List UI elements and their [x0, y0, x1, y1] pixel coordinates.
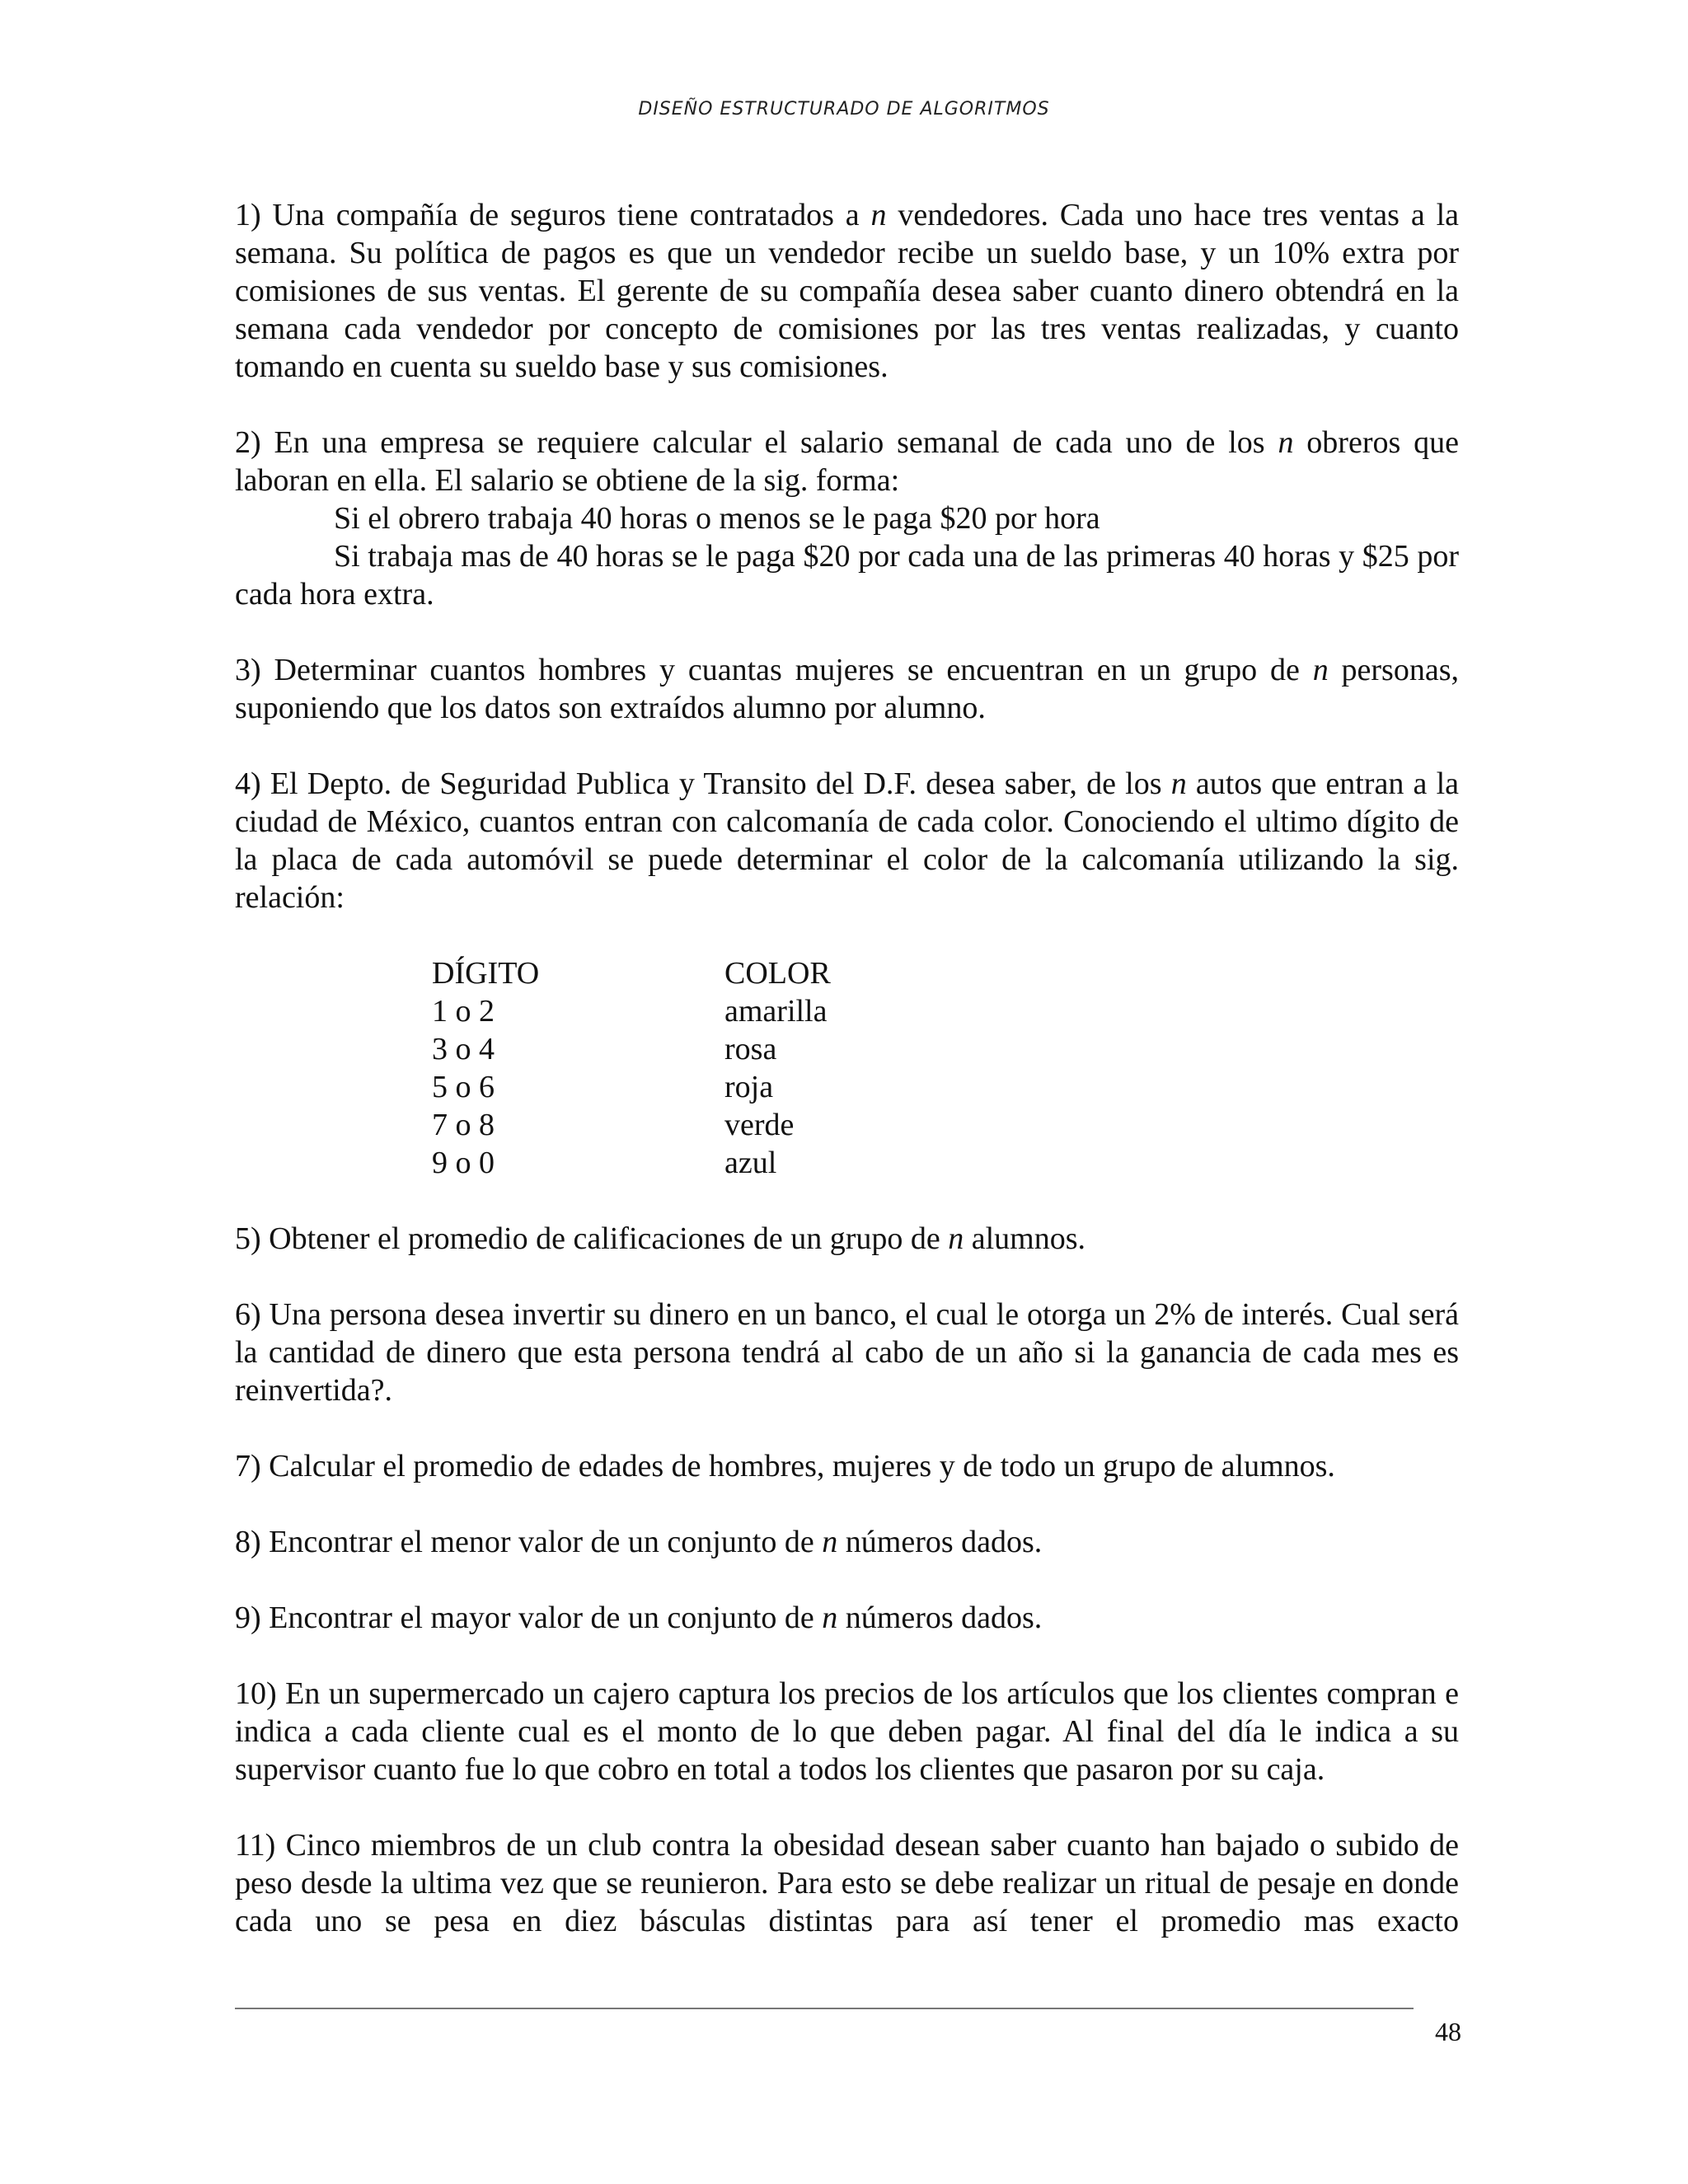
- problem-text: 8) Encontrar el menor valor de un conjunto de n números dados.: [235, 1525, 1043, 1559]
- problem-4: [235, 765, 1459, 916]
- table-cell-digit: 9 o 0: [432, 1146, 495, 1180]
- variable-n: n: [1170, 766, 1187, 801]
- table-row: [432, 1106, 972, 1144]
- column-header-color: COLOR: [724, 956, 831, 991]
- problem-text: 9) Encontrar el mayor valor de un conjunto de n números dados.: [235, 1601, 1043, 1635]
- variable-n: n: [1312, 653, 1329, 687]
- problem-2: [235, 424, 1459, 613]
- problem-text: 11) Cinco miembros de un club contra la obesidad desean saber cuanto han bajado o subido de peso desde la ultima vez que se reunieron. Para esto se debe realizar un ritual de pesaje en donde cada uno se pesa en diez básculas distintas para así tener el promedio mas exacto: [235, 1828, 1459, 1938]
- variable-n: n: [870, 198, 887, 232]
- problem-text: 1) Una compañía de seguros tiene contratados a n vendedores. Cada uno hace tres ventas a la semana. Su política de pagos es que un vendedor recibe un sueldo base, y un 10% extra por comisiones de sus ventas. El gerente de su compañía desea saber cuanto dinero obtendrá en la semana cada vendedor por concepto de comisiones por las tres ventas realizadas, y cuanto tomando en cuenta su sueldo base y sus comisiones.: [235, 198, 1459, 384]
- table-row: [432, 1068, 972, 1106]
- table-cell-color: azul: [724, 1146, 777, 1180]
- table-row: [432, 1030, 972, 1068]
- problem-6: [235, 1296, 1459, 1409]
- table-cell-color: amarilla: [724, 994, 828, 1029]
- variable-n: n: [948, 1221, 964, 1256]
- table-row: [432, 992, 972, 1030]
- problem-8: [235, 1523, 1459, 1561]
- variable-n: n: [822, 1601, 838, 1635]
- table-cell-digit: 1 o 2: [432, 994, 495, 1029]
- problem-text: 2) En una empresa se requiere calcular el salario semanal de cada uno de los n obreros que laboran en ella. El salario se obtiene de la sig. forma:: [235, 425, 1459, 498]
- footer-divider: [235, 2008, 1414, 2009]
- problem-text: 7) Calcular el promedio de edades de hombres, mujeres y de todo un grupo de alumnos.: [235, 1449, 1335, 1483]
- problem-11: [235, 1826, 1459, 1940]
- table-cell-digit: 7 o 8: [432, 1108, 495, 1142]
- variable-n: n: [822, 1525, 838, 1559]
- variable-n: n: [1278, 425, 1294, 460]
- running-header: DISEÑO ESTRUCTURADO DE ALGORITMOS: [638, 99, 1050, 120]
- problem-text: 4) El Depto. de Seguridad Publica y Transito del D.F. desea saber, de los n autos que entran a la ciudad de México, cuantos entran con calcomanía de cada color. Conociendo el ultimo dígito de la placa de cada automóvil se puede determinar el color de la calcomanía utilizando la sig. relación:: [235, 766, 1460, 915]
- table-cell-color: rosa: [724, 1032, 777, 1066]
- table-header-row: [432, 954, 972, 992]
- problem-5: [235, 1220, 1459, 1258]
- problem-text: 10) En un supermercado un cajero captura los precios de los artículos que los clientes compran e indica a cada cliente cual es el monto de lo que deben pagar. Al final del día le indica a su supervisor cuanto fue lo que cobro en total a todos los clientes que pasaron por su caja.: [235, 1676, 1459, 1787]
- table-cell-color: verde: [724, 1108, 795, 1142]
- problem-text: 3) Determinar cuantos hombres y cuantas mujeres se encuentran en un grupo de n personas, suponiendo que los datos son extraídos alumno por alumno.: [235, 653, 1460, 725]
- problem-text: 6) Una persona desea invertir su dinero en un banco, el cual le otorga un 2% de interés. Cual será la cantidad de dinero que esta persona tendrá al cabo de un año si la ganancia de cada mes es reinvertida?.: [235, 1297, 1459, 1408]
- table-cell-digit: 3 o 4: [432, 1032, 495, 1066]
- digit-color-table: [432, 954, 972, 1182]
- page-number: 48: [1435, 2017, 1461, 2046]
- column-header-digit: DÍGITO: [432, 956, 540, 991]
- problem-10: [235, 1675, 1459, 1788]
- table-row: [432, 1144, 972, 1182]
- problem-rule-2: Si trabaja mas de 40 horas se le paga $20 por cada una de las primeras 40 horas y $25 por cada hora extra.: [235, 539, 1459, 612]
- table-cell-color: roja: [724, 1070, 774, 1104]
- problem-3: [235, 651, 1459, 727]
- problem-text: 5) Obtener el promedio de calificaciones de un grupo de n alumnos.: [235, 1221, 1086, 1256]
- table-cell-digit: 5 o 6: [432, 1070, 495, 1104]
- problem-1: [235, 196, 1459, 386]
- page-content: [235, 196, 1459, 1940]
- problem-7: [235, 1447, 1459, 1485]
- problem-rule-1: Si el obrero trabaja 40 horas o menos se le paga $20 por hora: [334, 501, 1100, 536]
- problem-9: [235, 1599, 1459, 1637]
